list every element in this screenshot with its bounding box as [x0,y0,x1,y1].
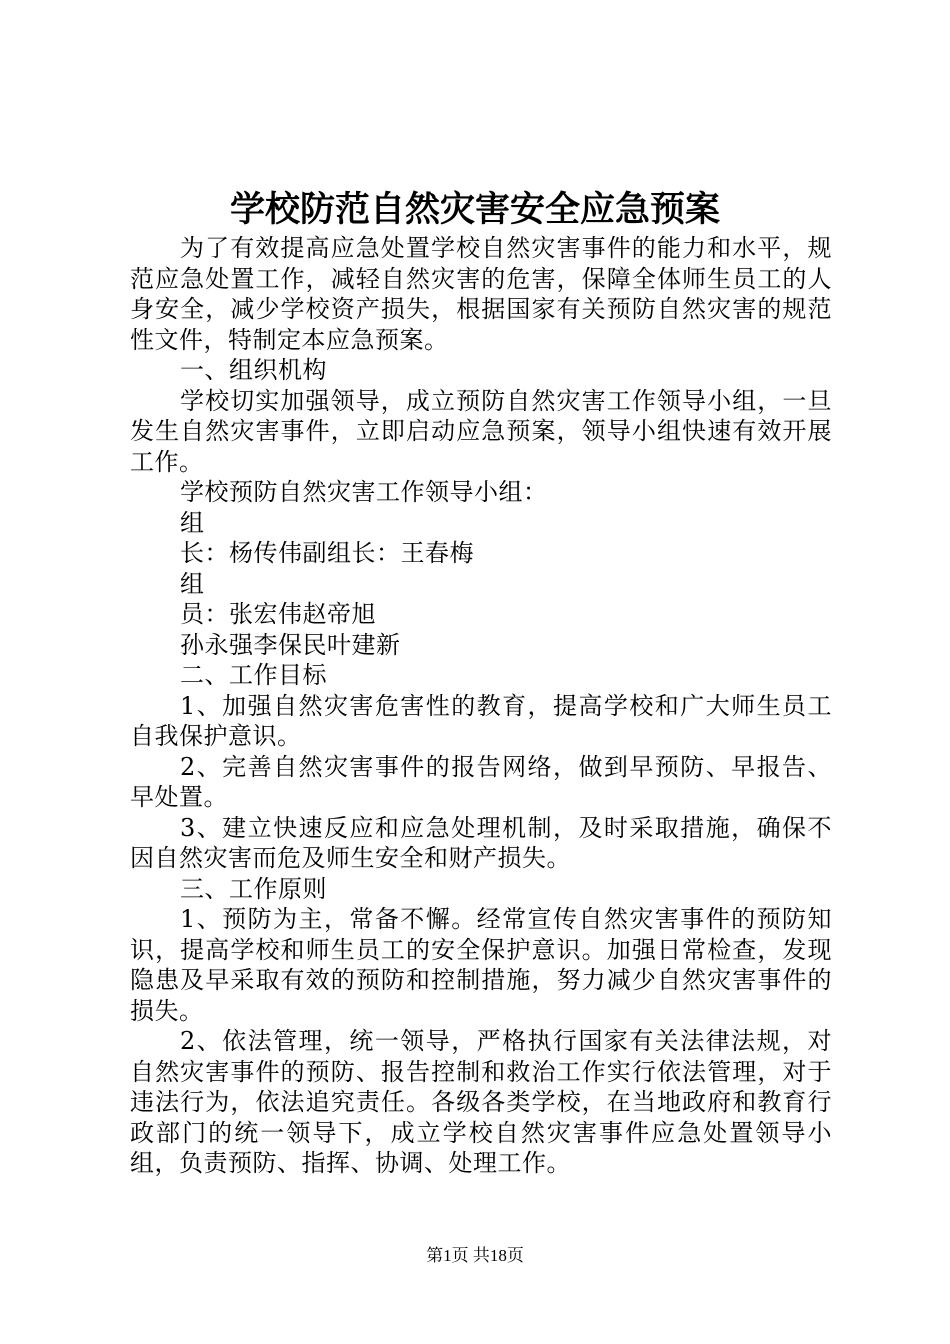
page-number-footer: 第1页 共18页 [426,1246,524,1265]
group-member-line: 员：张宏伟赵帝旭 [180,600,376,628]
group-leader-line: 长：杨传伟副组长：王春梅 [180,539,474,567]
goal-item-3: 3、建立快速反应和应急处理机制，及时采取措施，确保不因自然灾害而危及师生安全和财产损失。 [130,813,832,872]
principle-item-2: 2、依法管理，统一领导，严格执行国家有关法律法规，对自然灾害事件的预防、报告控制和救治工作实行依法管理，对于违法行为，依法追究责任。各级各类学校，在当地政府和教育行政部门的统一领导下，成立学校自然灾害事件应急处置领导小组，负责预防、指挥、协调、处理工作。 [130,1027,832,1177]
goal-item-2: 2、完善自然灾害事件的报告网络，做到早预防、早报告、早处置。 [130,752,832,811]
group-member-line-2: 孙永强李保民叶建新 [180,630,401,659]
principle-item-1: 1、预防为主，常备不懈。经常宣传自然灾害事件的预防知识，提高学校和师生员工的安全保护意识。加强日常检查，发现隐患及早采取有效的预防和控制措施，努力减少自然灾害事件的损失。 [130,905,832,1025]
section-heading-principles: 三、工作原则 [180,874,327,903]
document-title: 学校防范自然灾害安全应急预案 [229,189,720,230]
section-heading-goals: 二、工作目标 [180,661,327,689]
organization-paragraph: 学校切实加强领导，成立预防自然灾害工作领导小组，一旦发生自然灾害事件，立即启动应急预案，领导小组快速有效开展工作。 [130,386,832,476]
intro-paragraph: 为了有效提高应急处置学校自然灾害事件的能力和水平，规范应急处置工作，减轻自然灾害的危害，保障全体师生员工的人身安全，减少学校资产损失，根据国家有关预防自然灾害的规范性文件，特制定本应急预案。 [130,234,832,354]
section-heading-organization: 一、组织机构 [180,356,327,384]
group-member-prefix: 组 [180,569,205,598]
leadership-group-label: 学校预防自然灾害工作领导小组： [180,478,548,506]
document-body [130,233,832,1179]
goal-item-1: 1、加强自然灾害危害性的教育，提高学校和广大师生员工自我保护意识。 [130,691,832,750]
group-leader-prefix: 组 [180,508,205,537]
